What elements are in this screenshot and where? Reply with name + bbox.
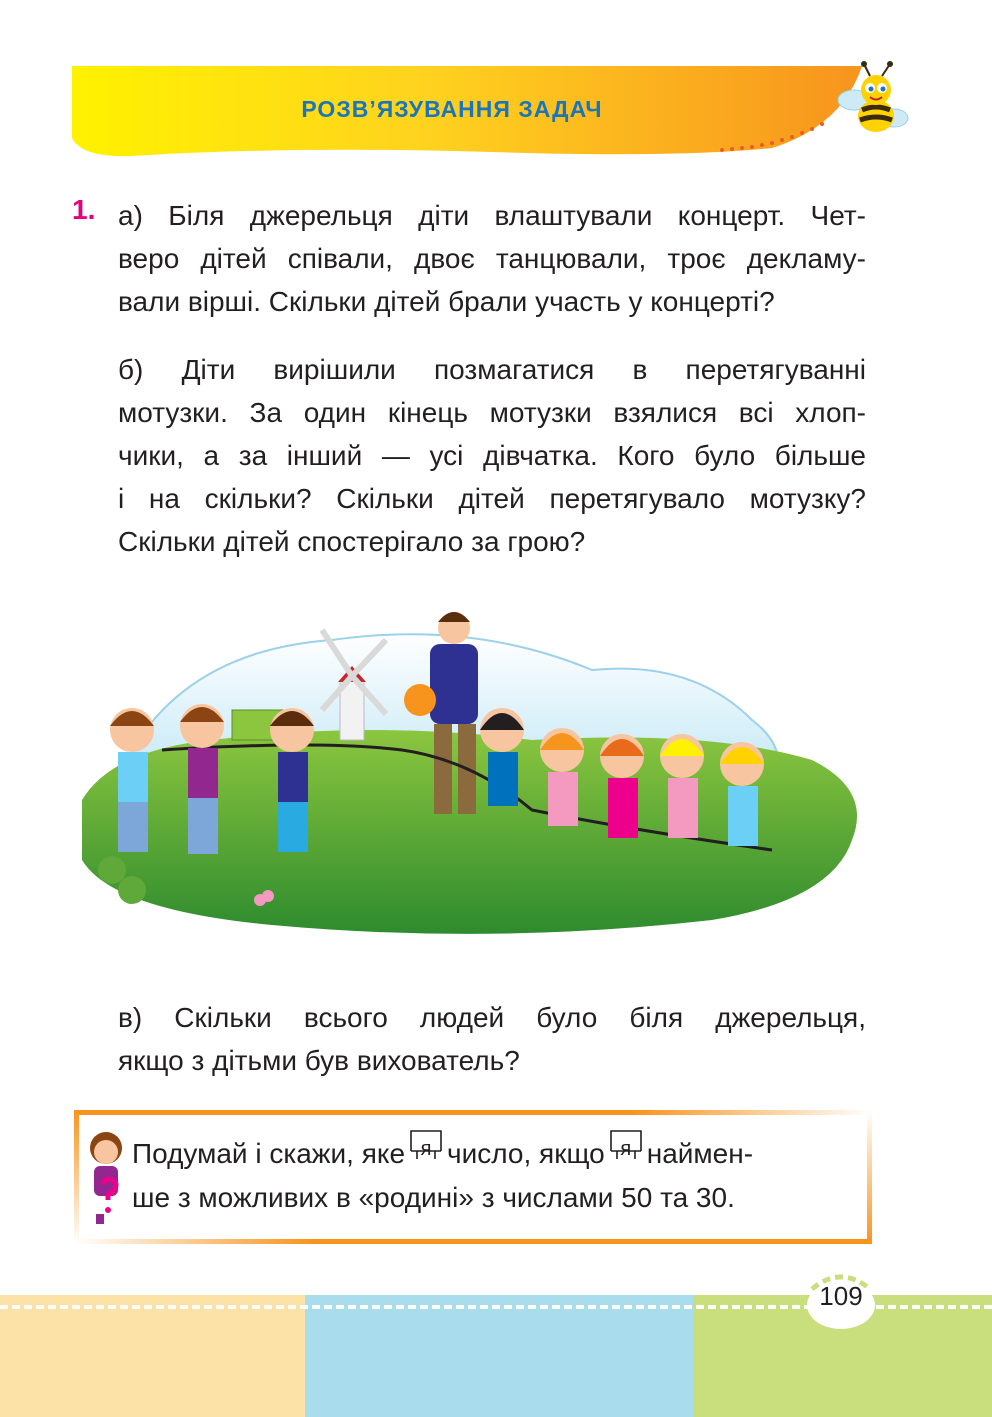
- page-footer: [0, 1281, 992, 1417]
- header-banner: [72, 66, 912, 158]
- text-line: вали вірші. Скільки дітей брали участь у концерті?: [118, 286, 775, 317]
- text-line: чики, а за інший — усі дівчатка. Кого було більше: [118, 440, 866, 471]
- think-text-part: наймен-: [646, 1138, 754, 1169]
- ya-letter: я: [420, 1138, 432, 1160]
- footer-strip-blue: [305, 1295, 693, 1417]
- ya-letter: я: [620, 1138, 632, 1160]
- text-line: мотузки. За один кінець мотузки взялися всі хлоп-: [118, 397, 866, 428]
- text-line: в) Скільки всього людей було біля джерельця,: [118, 1002, 866, 1033]
- page-number-badge: [800, 1267, 882, 1337]
- page-number: 109: [819, 1281, 863, 1311]
- thinking-girl-icon: [80, 1126, 132, 1226]
- text-line: веро дітей співали, двоє танцювали, троє декламу-: [118, 243, 866, 274]
- tug-of-war-illustration: [72, 600, 872, 940]
- ya-box: [609, 1135, 643, 1165]
- text-line: Скільки дітей спостерігало за грою?: [118, 526, 586, 557]
- section-title: РОЗВ’ЯЗУВАННЯ ЗАДАЧ: [301, 96, 603, 122]
- think-text-part: Подумай і скажи, яке: [132, 1138, 406, 1169]
- text-line: б) Діти вирішили позмагатися в перетягуванні: [118, 354, 866, 385]
- task-part-b: [118, 348, 866, 563]
- ya-box: [409, 1135, 443, 1165]
- think-text-part: число, якщо: [447, 1138, 605, 1169]
- text-line: якщо з дітьми був вихователь?: [118, 1045, 520, 1076]
- bee-icon: [832, 60, 912, 140]
- text-line: а) Біля джерельця діти влаштували концерт. Чет-: [118, 200, 866, 231]
- think-box: [74, 1110, 872, 1244]
- boys-team: [110, 704, 314, 854]
- think-line-2: ше з можливих в «родині» з числами 50 та 30.: [132, 1182, 735, 1213]
- task-number: 1.: [72, 194, 96, 225]
- text-line: і на скільки? Скільки дітей перетягувало мотузку?: [118, 483, 866, 514]
- footer-strip-yellow: [0, 1295, 305, 1417]
- think-text: [132, 1132, 862, 1220]
- task-part-a: [118, 194, 866, 323]
- task-part-c: [118, 996, 866, 1082]
- think-line-1: [132, 1132, 862, 1176]
